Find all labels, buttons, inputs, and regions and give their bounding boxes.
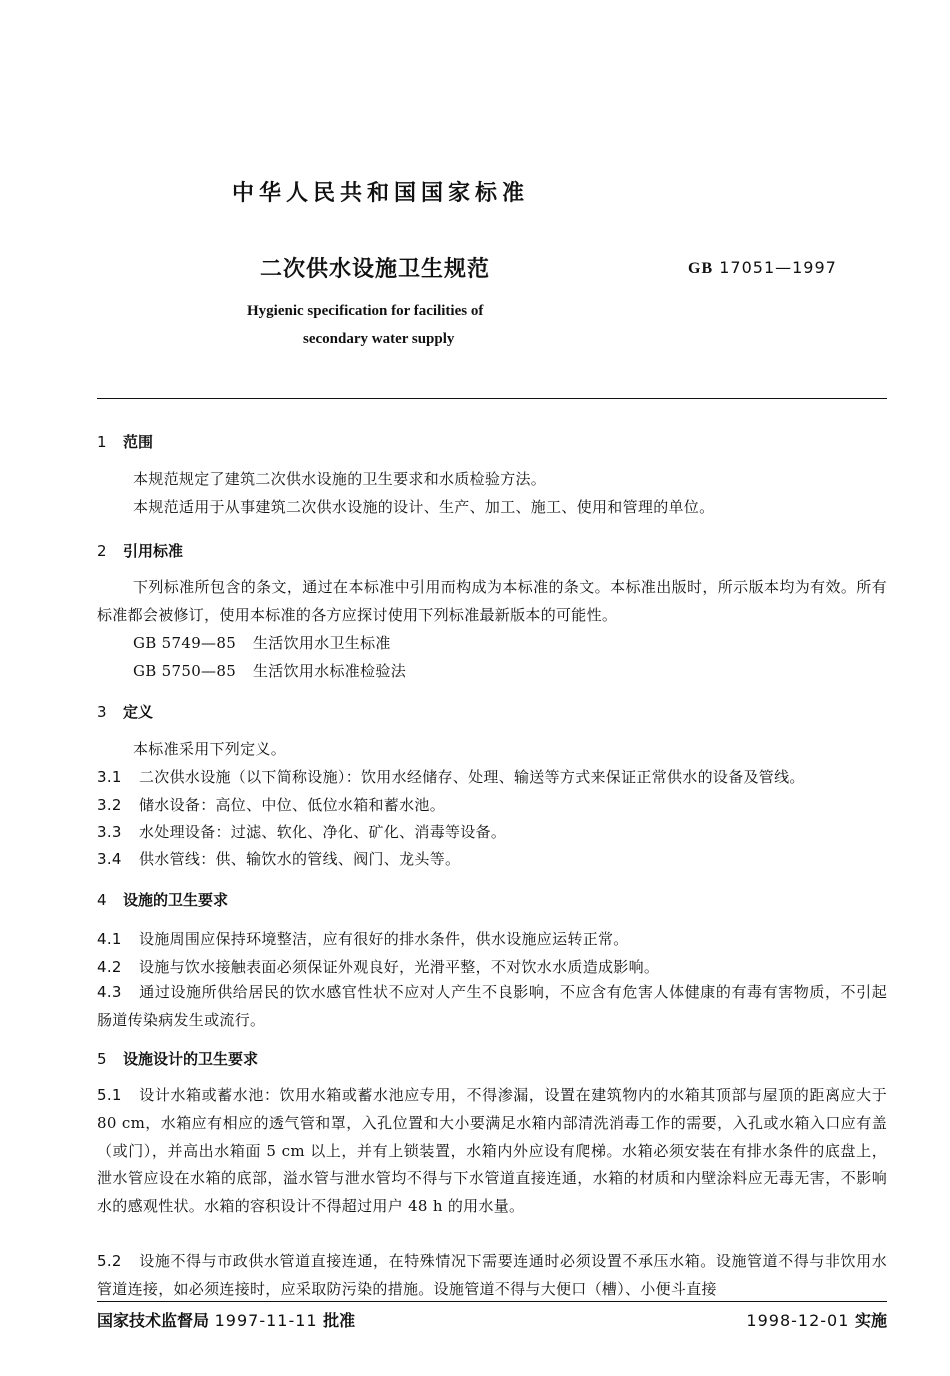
footer-divider [97, 1301, 887, 1302]
clause-5-1 [97, 1082, 887, 1221]
section-title: 设施设计的卫生要求 [123, 1050, 259, 1068]
standard-number [688, 258, 837, 278]
section-5-heading [97, 1048, 258, 1069]
issuing-authority: 国家技术监督局 [97, 1311, 210, 1330]
section-1-paragraph-1: 本规范规定了建筑二次供水设施的卫生要求和水质检验方法。 [133, 470, 547, 488]
standard-prefix: GB [688, 260, 714, 277]
reference-name: 生活饮用水标准检验法 [253, 662, 407, 680]
reference-standard [133, 632, 391, 653]
approval-info [97, 1308, 355, 1331]
clause-text: 水处理设备：过滤、软化、净化、矿化、消毒等设备。 [139, 823, 507, 841]
section-number: 1 [97, 433, 107, 451]
section-3-intro: 本标准采用下列定义。 [133, 740, 287, 758]
reference-code: GB 5750—85 [133, 662, 237, 680]
section-2-heading [97, 540, 183, 561]
section-number: 2 [97, 542, 107, 560]
document-title-cn: 二次供水设施卫生规范 [260, 257, 491, 282]
clause-number: 5.2 [97, 1252, 122, 1270]
national-standard-heading: 中华人民共和国国家标准 [232, 181, 530, 206]
clause-4-2 [97, 956, 659, 977]
section-title: 定义 [123, 703, 154, 721]
section-1-heading [97, 431, 153, 452]
section-number: 3 [97, 703, 107, 721]
clause-text: 储水设备：高位、中位、低位水箱和蓄水池。 [139, 796, 446, 814]
reference-code: GB 5749—85 [133, 634, 237, 652]
section-title: 范围 [123, 433, 154, 451]
document-title-en-line2: secondary water supply [303, 331, 455, 347]
section-title: 设施的卫生要求 [123, 891, 229, 909]
clause-number: 3.2 [97, 796, 122, 814]
standard-code: 17051—1997 [719, 258, 837, 277]
clause-text: 设施周围应保持环境整洁，应有很好的排水条件，供水设施应运转正常。 [139, 930, 629, 948]
section-number: 4 [97, 891, 107, 909]
clause-text: 二次供水设施（以下简称设施）：饮用水经储存、处理、输送等方式来保证正常供水的设备及管线。 [139, 768, 805, 786]
clause-number: 4.1 [97, 930, 122, 948]
clause-text: 供水管线：供、输饮水的管线、阀门、龙头等。 [139, 850, 461, 868]
clause-text: 设施与饮水接触表面必须保证外观良好，光滑平整，不对饮水水质造成影响。 [139, 958, 660, 976]
clause-number: 3.3 [97, 823, 122, 841]
clause-number: 5.1 [97, 1086, 122, 1104]
clause-5-2 [97, 1248, 887, 1304]
clause-3-1 [97, 766, 805, 787]
approval-date: 1997-11-11 [214, 1311, 318, 1330]
clause-text: 设计水箱或蓄水池：饮用水箱或蓄水池应专用，不得渗漏，设置在建筑物内的水箱其顶部与屋顶的距离应大于 80 cm，水箱应有相应的透气管和罩，入孔位置和大小要满足水箱内部清洗消毒工作的需要，入孔或水箱入口应有盖（或门），并高出水箱面 5 cm 以上，并有上锁装置，水箱内外应设有爬梯。水箱必须安装在有排水条件的底盘上，泄水管应设在水箱的底部，溢水管与泄水管均不得与下水管道直接连通，水箱的材质和内壁涂料应无毒无害，不影响水的感观性状。水箱的容积设计不得超过用户 48 h 的用水量。 [97, 1086, 887, 1216]
clause-number: 4.3 [97, 983, 122, 1001]
section-1-paragraph-2: 本规范适用于从事建筑二次供水设施的设计、生产、加工、施工、使用和管理的单位。 [133, 498, 715, 516]
section-3-heading [97, 701, 153, 722]
section-number: 5 [97, 1050, 107, 1068]
clause-text: 设施不得与市政供水管道直接连通，在特殊情况下需要连通时必须设置不承压水箱。设施管道不得与非饮用水管道连接，如必须连接时，应采取防污染的措施。设施管道不得与大便口（槽）、小便斗直接 [97, 1252, 887, 1298]
section-2-paragraph: 下列标准所包含的条文，通过在本标准中引用而构成为本标准的条文。本标准出版时，所示版本均为有效。所有标准都会被修订，使用本标准的各方应探讨使用下列标准最新版本的可能性。 [97, 578, 887, 624]
section-title: 引用标准 [123, 542, 184, 560]
clause-3-2 [97, 794, 445, 815]
clause-3-4 [97, 848, 460, 869]
clause-number: 3.1 [97, 768, 122, 786]
clause-number: 3.4 [97, 850, 122, 868]
implementation-label: 实施 [854, 1311, 887, 1330]
clause-4-3 [97, 979, 887, 1035]
clause-4-1 [97, 928, 629, 949]
clause-3-3 [97, 821, 506, 842]
section-4-heading [97, 889, 228, 910]
clause-number: 4.2 [97, 958, 122, 976]
header-divider [97, 398, 887, 399]
implementation-info [746, 1308, 887, 1331]
implementation-date: 1998-12-01 [746, 1311, 850, 1330]
clause-text: 通过设施所供给居民的饮水感官性状不应对人产生不良影响，不应含有危害人体健康的有毒有害物质，不引起肠道传染病发生或流行。 [97, 983, 887, 1029]
approval-label: 批准 [323, 1311, 356, 1330]
document-title-en-line1: Hygienic specification for facilities of [247, 303, 484, 319]
reference-name: 生活饮用水卫生标准 [253, 634, 391, 652]
reference-standard [133, 660, 406, 681]
